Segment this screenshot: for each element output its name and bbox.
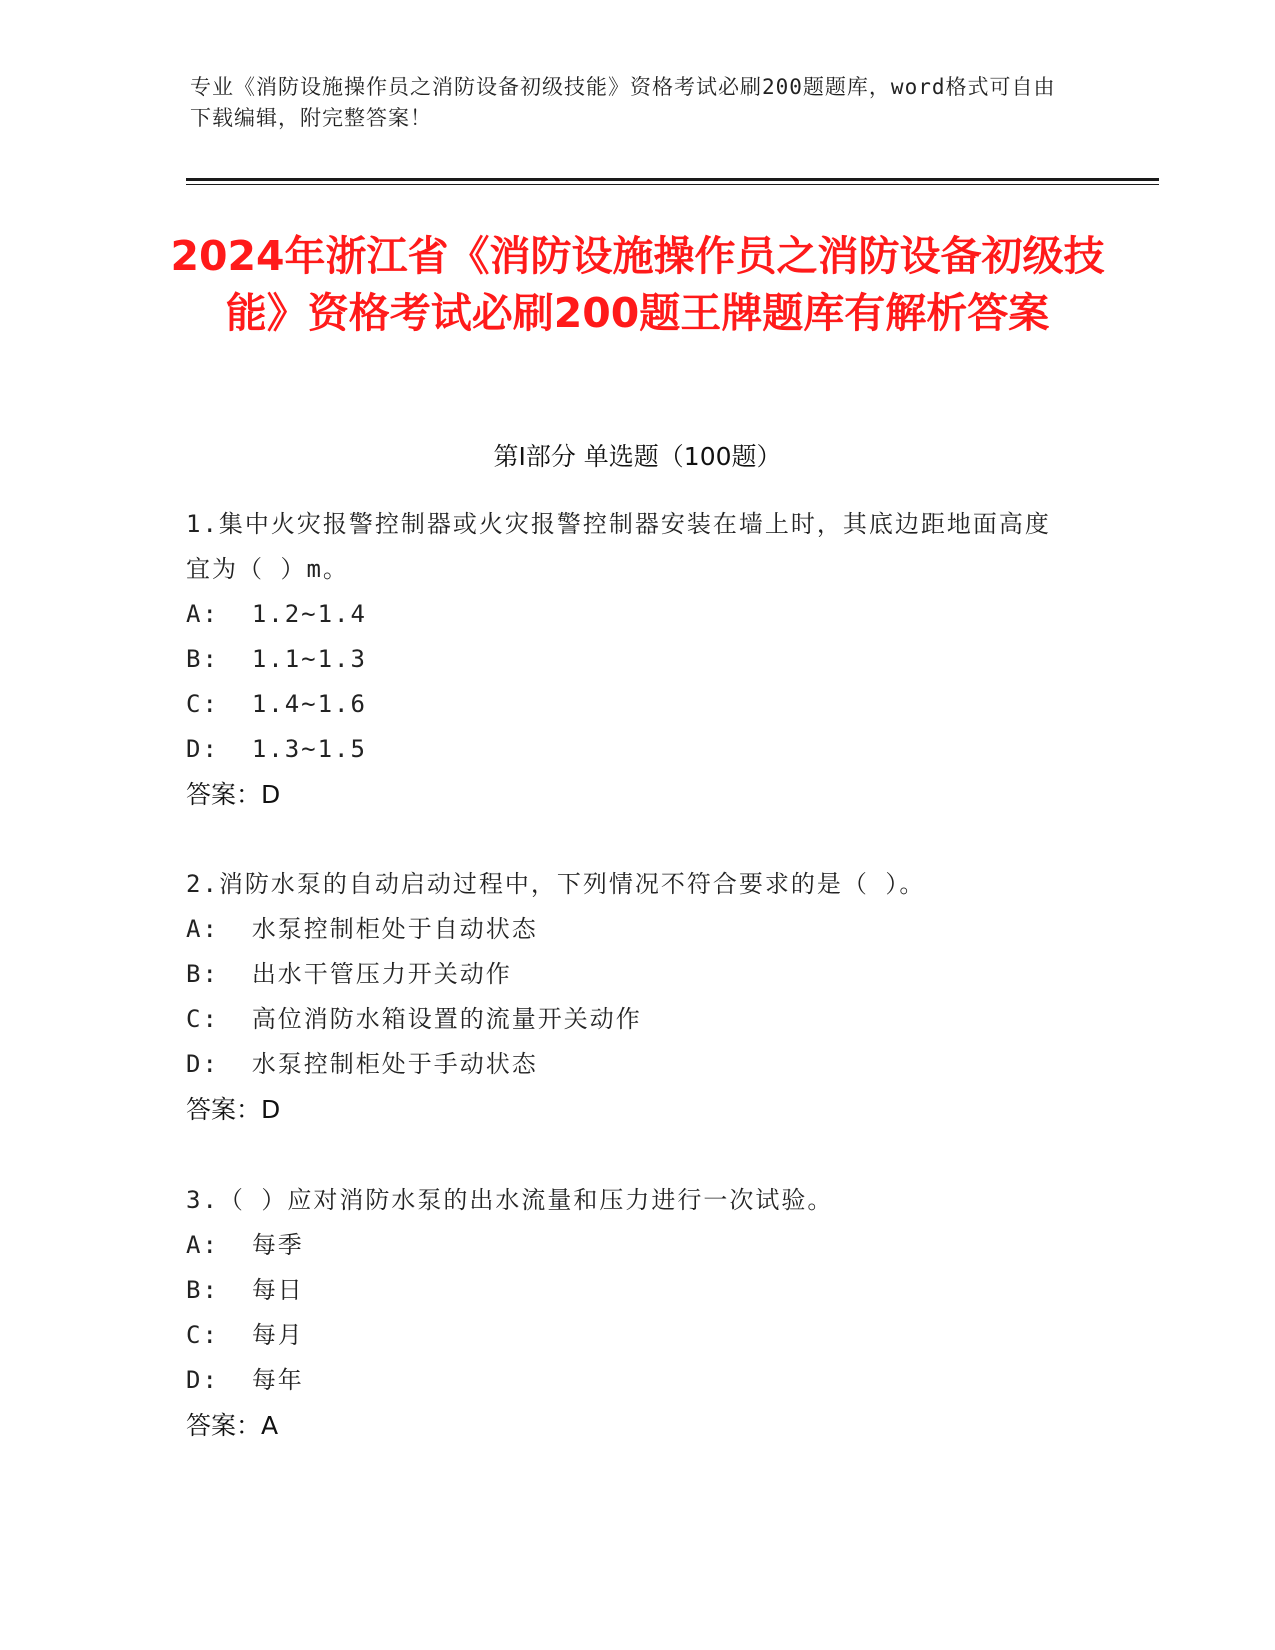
option-text: 水泵控制柜处于手动状态 <box>251 1050 538 1078</box>
option-text: 1.3~1.5 <box>251 735 367 763</box>
option-separator: : <box>202 960 252 988</box>
option-letter: C <box>186 1005 203 1033</box>
header-divider-thick <box>186 178 1159 181</box>
option-text: 每日 <box>251 1276 304 1304</box>
option-a <box>186 592 1066 637</box>
option-separator: : <box>202 735 252 763</box>
section-heading: 第I部分 单选题（100题） <box>493 442 782 471</box>
option-c <box>186 682 1066 727</box>
option-a <box>186 907 1066 952</box>
option-text: 水泵控制柜处于自动状态 <box>251 915 538 943</box>
question-1 <box>186 502 1066 817</box>
option-letter: B <box>186 645 203 673</box>
option-text: 1.2~1.4 <box>251 600 367 628</box>
option-letter: B <box>186 1276 203 1304</box>
option-text: 1.4~1.6 <box>251 690 367 718</box>
option-d <box>186 727 1066 772</box>
answer-line: 答案：D <box>186 780 281 809</box>
option-b <box>186 952 1066 997</box>
option-separator: : <box>202 1276 252 1304</box>
option-text: 高位消防水箱设置的流量开关动作 <box>251 1005 642 1033</box>
option-text: 1.1~1.3 <box>251 645 367 673</box>
option-letter: A <box>186 1231 203 1259</box>
option-c <box>186 1313 1066 1358</box>
option-separator: : <box>202 600 252 628</box>
option-separator: : <box>202 690 252 718</box>
answer-line: 答案：D <box>186 1095 281 1124</box>
option-text: 每月 <box>251 1321 304 1349</box>
option-letter: D <box>186 1366 203 1394</box>
option-b <box>186 637 1066 682</box>
option-letter: B <box>186 960 203 988</box>
option-a <box>186 1223 1066 1268</box>
option-c <box>186 997 1066 1042</box>
option-text: 每季 <box>251 1231 304 1259</box>
option-b <box>186 1268 1066 1313</box>
option-separator: : <box>202 1321 252 1349</box>
question-stem: 3.（ ）应对消防水泵的出水流量和压力进行一次试验。 <box>186 1186 834 1214</box>
option-text: 每年 <box>251 1366 304 1394</box>
option-text: 出水干管压力开关动作 <box>251 960 512 988</box>
option-separator: : <box>202 915 252 943</box>
question-3 <box>186 1178 1066 1448</box>
option-letter: C <box>186 690 203 718</box>
header-divider-thin <box>186 184 1159 185</box>
option-letter: A <box>186 915 203 943</box>
question-stem: 2.消防水泵的自动启动过程中，下列情况不符合要求的是（ ）。 <box>186 870 926 898</box>
option-letter: D <box>186 735 203 763</box>
option-letter: D <box>186 1050 203 1078</box>
option-letter: C <box>186 1321 203 1349</box>
option-separator: : <box>202 1005 252 1033</box>
option-d <box>186 1358 1066 1403</box>
answer-line: 答案：A <box>186 1411 279 1440</box>
option-d <box>186 1042 1066 1087</box>
question-stem: 1.集中火灾报警控制器或火灾报警控制器安装在墙上时，其底边距地面高度宜为（ ）m。 <box>186 510 1051 583</box>
header-note: 专业《消防设施操作员之消防设备初级技能》资格考试必刷200题题库，word格式可自由下载编辑，附完整答案！ <box>190 75 1056 130</box>
question-2 <box>186 862 1066 1132</box>
option-separator: : <box>202 645 252 673</box>
option-separator: : <box>202 1050 252 1078</box>
option-separator: : <box>202 1231 252 1259</box>
option-separator: : <box>202 1366 252 1394</box>
document-title: 2024年浙江省《消防设施操作员之消防设备初级技能》资格考试必刷200题王牌题库有解析答案 <box>170 232 1105 337</box>
option-letter: A <box>186 600 203 628</box>
